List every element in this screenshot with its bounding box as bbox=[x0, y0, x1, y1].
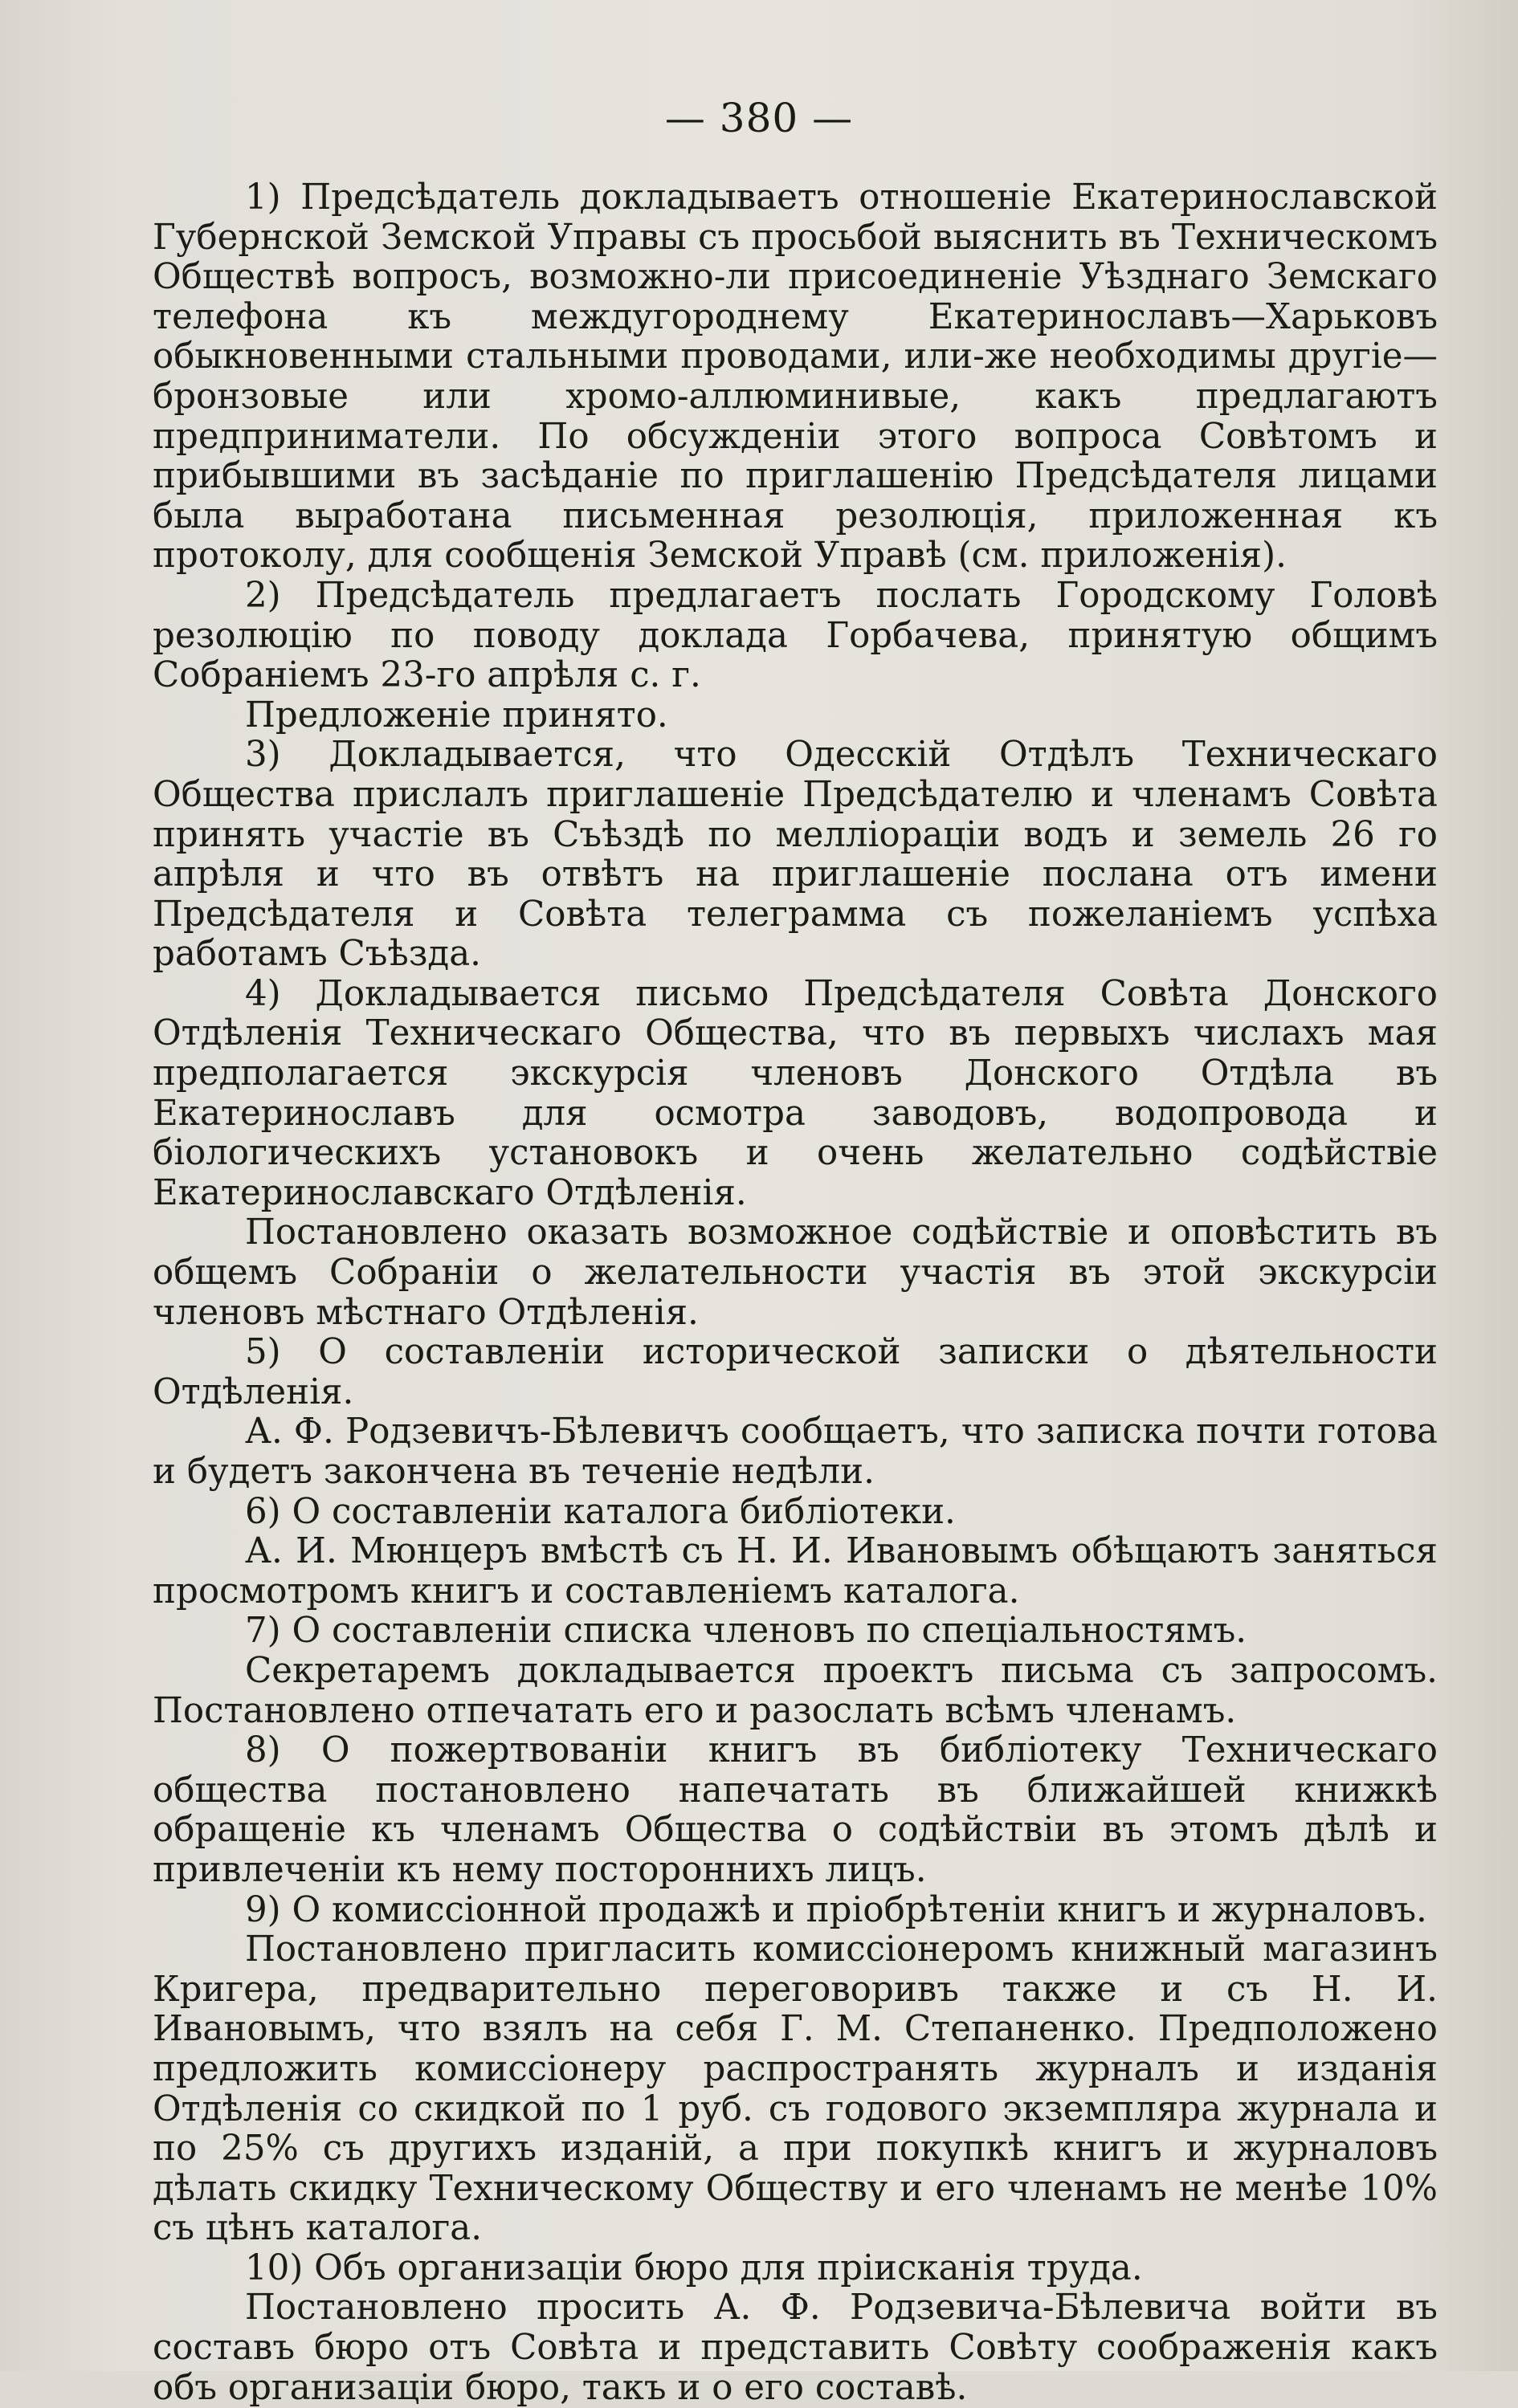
paragraph-resolution: Постановлено пригласить комиссіонеромъ книжный магазинъ Кригера, предварительно переговоривъ также и съ Н. И. Ивановымъ, что взялъ на себя Г. М. Степаненко. Предположено предложить комиссіонеру распространять журналъ и изданія Отдѣленія со скидкой по 1 руб. съ годового экземпляра журнала и по 25% съ другихъ изданій, а при покупкѣ книгъ и журналовъ дѣлать скидку Техническому Обществу и его членамъ не менѣе 10% съ цѣнъ каталога. bbox=[153, 1929, 1438, 2249]
paragraph-item-7: 7) О составленіи списка членовъ по спеціальностямъ. bbox=[245, 1611, 1247, 1652]
paragraph-item-6: 6) О составленіи каталога библіотеки. bbox=[245, 1491, 956, 1532]
paragraph-item-3: 3) Докладывается, что Одесскій Отдѣлъ Техническаго Общества прислалъ приглашеніе Предсѣдателю и членамъ Совѣта принять участіе въ Съѣздѣ по мелліораціи водъ и земель 26 го апрѣля и что въ отвѣтъ на приглашеніе послана отъ имени Предсѣдателя и Совѣта телеграмма съ пожеланіемъ успѣха работамъ Съѣзда. bbox=[153, 735, 1438, 975]
page-body bbox=[153, 178, 1438, 2408]
paragraph-item-8: 8) О пожертвованіи книгъ въ библіотеку Техническаго общества постановлено напечатать въ ближайшей книжкѣ обращеніе къ членамъ Общества о содѣйствіи въ этомъ дѣлѣ и привлеченіи къ нему постороннихъ лицъ. bbox=[153, 1730, 1438, 1890]
paragraph-item-4: 4) Докладывается письмо Предсѣдателя Совѣта Донского Отдѣленія Техническаго Общества, что въ первыхъ числахъ мая предполагается экскурсія членовъ Донского Отдѣла въ Екатеринославъ для осмотра заводовъ, водопровода и біологическихъ установокъ и очень желательно содѣйствіе Екатеринославскаго Отдѣленія. bbox=[153, 973, 1438, 1213]
paragraph-report: А. Ф. Родзевичъ-Бѣлевичъ сообщаетъ, что записка почти готова и будетъ закончена въ теченіе недѣли. bbox=[153, 1412, 1438, 1492]
paragraph-resolution: Секретаремъ докладывается проектъ письма съ запросомъ. Постановлено отпечатать его и разослать всѣмъ членамъ. bbox=[153, 1650, 1438, 1731]
paragraph-resolution: Предложеніе принято. bbox=[245, 695, 668, 735]
paragraph-item-1: 1) Предсѣдатель докладываетъ отношеніе Екатеринославской Губернской Земской Управы съ просьбой выяснить въ Техническомъ Обществѣ вопросъ, возможно-ли присоединеніе Уѣзднаго Земскаго телефона къ междугороднему Екатеринославъ—Харьковъ обыкновенными стальными проводами, или-же необходимы другіе—бронзовые или хромо-аллюминивые, какъ предлагаютъ предприниматели. По обсужденіи этого вопроса Совѣтомъ и прибывшими въ засѣданіе по приглашенію Предсѣдателя лицами была выработана письменная резолюція, приложенная къ протоколу, для сообщенія Земской Управѣ (см. приложенія). bbox=[153, 177, 1438, 577]
paragraph-item-10: 10) Объ организаціи бюро для пріисканія труда. bbox=[245, 2247, 1143, 2288]
paragraph-item-9: 9) О комиссіонной продажѣ и пріобрѣтеніи книгъ и журналовъ. bbox=[245, 1889, 1427, 1930]
paragraph-report: А. И. Мюнцеръ вмѣстѣ съ Н. И. Ивановымъ обѣщаютъ заняться просмотромъ книгъ и составленіемъ каталога. bbox=[153, 1531, 1438, 1611]
paragraph-resolution: Постановлено оказать возможное содѣйствіе и оповѣстить въ общемъ Собраніи о желательности участія въ этой экскурсіи членовъ мѣстнаго Отдѣленія. bbox=[153, 1212, 1438, 1333]
paragraph-resolution: Постановлено просить А. Ф. Родзевича-Бѣлевича войти въ составъ бюро отъ Совѣта и представить Совѣту соображенія какъ объ организаціи бюро, такъ и о его составѣ. bbox=[153, 2288, 1438, 2408]
paragraph-item-5: 5) О составленіи исторической записки о дѣятельности Отдѣленія. bbox=[153, 1332, 1438, 1412]
page-number: — 380 — bbox=[664, 95, 854, 141]
paragraph-item-2: 2) Предсѣдатель предлагаетъ послать Городскому Головѣ резолюцію по поводу доклада Горбачева, принятую общимъ Собраніемъ 23-го апрѣля с. г. bbox=[153, 575, 1438, 696]
